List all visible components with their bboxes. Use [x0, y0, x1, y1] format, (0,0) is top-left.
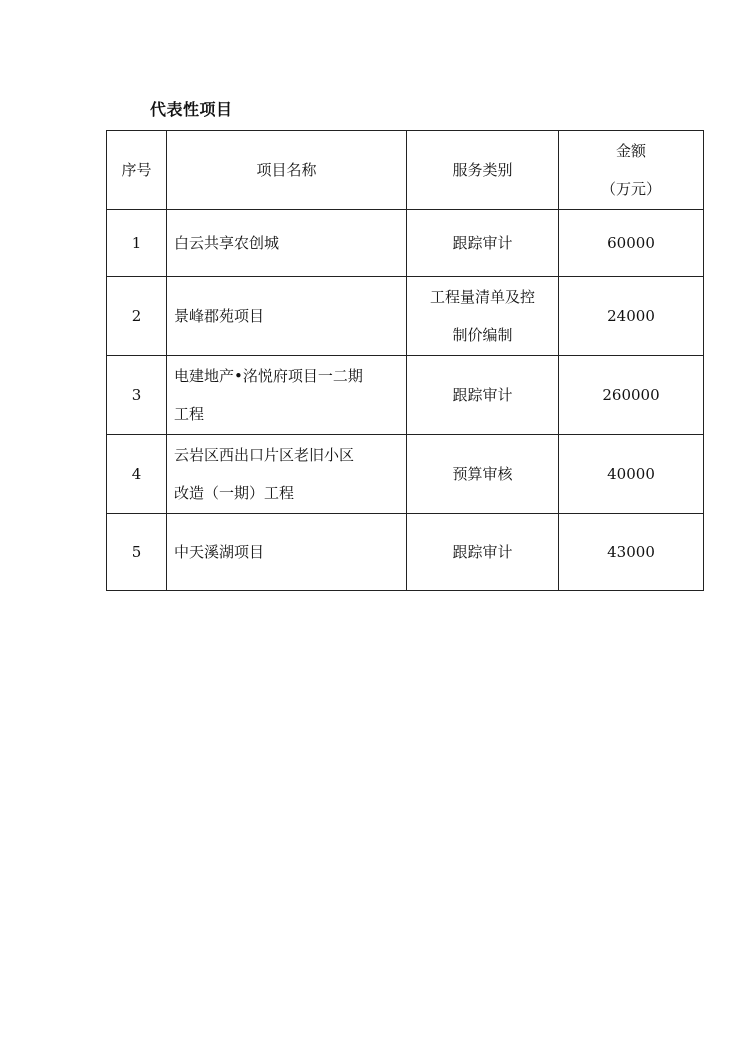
row-index: 3: [107, 356, 167, 435]
project-name-line: 白云共享农创城: [174, 234, 280, 252]
category-line: 制价编制: [452, 326, 513, 344]
row-project-name: [167, 277, 407, 356]
page-title: 代表性项目: [150, 100, 233, 119]
project-name-line: 云岩区西出口片区老旧小区: [174, 446, 355, 464]
row-index: 4: [107, 435, 167, 514]
header-amount: [559, 131, 704, 210]
header-index: 序号: [107, 131, 167, 210]
table-row: [107, 356, 704, 435]
header-amount-unit: （万元）: [600, 180, 661, 198]
header-project-name: 项目名称: [167, 131, 407, 210]
row-service-category: [407, 277, 559, 356]
row-service-category: [407, 356, 559, 435]
project-name-line: 电建地产•洺悦府项目一二期: [174, 367, 363, 385]
row-project-name: [167, 435, 407, 514]
project-name-line: 改造（一期）工程: [174, 484, 295, 502]
category-line: 跟踪审计: [452, 386, 513, 404]
row-amount: 60000: [559, 210, 704, 277]
row-amount: 43000: [559, 514, 704, 591]
row-project-name: [167, 356, 407, 435]
project-name-line: 中天溪湖项目: [174, 543, 265, 561]
table-row: [107, 277, 704, 356]
header-amount-label: 金额: [615, 142, 646, 160]
row-amount: 24000: [559, 277, 704, 356]
row-index: 2: [107, 277, 167, 356]
row-amount: 260000: [559, 356, 704, 435]
row-project-name: [167, 210, 407, 277]
row-project-name: [167, 514, 407, 591]
project-name-line: 工程: [174, 405, 205, 423]
table-header-row: [107, 131, 704, 210]
row-service-category: [407, 514, 559, 591]
category-line: 跟踪审计: [452, 234, 513, 252]
projects-table: [106, 130, 704, 591]
table-row: [107, 514, 704, 591]
project-name-line: 景峰郡苑项目: [174, 307, 265, 325]
row-index: 1: [107, 210, 167, 277]
row-service-category: [407, 435, 559, 514]
table-row: [107, 210, 704, 277]
category-line: 工程量清单及控: [429, 288, 535, 306]
category-line: 预算审核: [452, 465, 513, 483]
row-service-category: [407, 210, 559, 277]
row-index: 5: [107, 514, 167, 591]
header-service-category: 服务类别: [407, 131, 559, 210]
table-row: [107, 435, 704, 514]
category-line: 跟踪审计: [452, 543, 513, 561]
row-amount: 40000: [559, 435, 704, 514]
